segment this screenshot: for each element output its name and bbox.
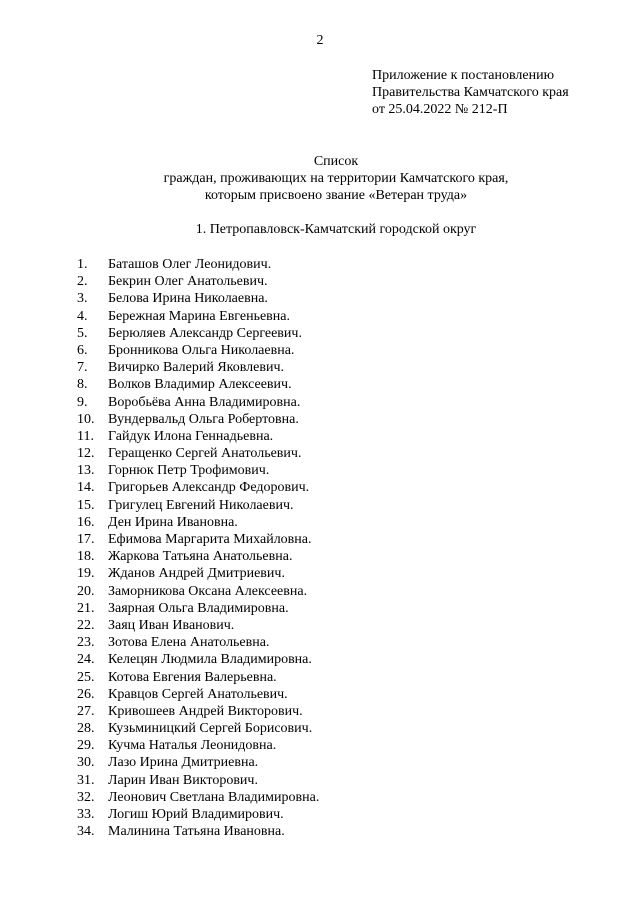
list-item-name: Геращенко Сергей Анатольевич. bbox=[108, 446, 302, 462]
list-item-number: 4. bbox=[77, 308, 88, 324]
list-item-name: Григорьев Александр Федорович. bbox=[108, 480, 310, 496]
list-item-name: Келецян Людмила Владимировна. bbox=[108, 652, 312, 668]
appendix-line-3: от 25.04.2022 № 212-П bbox=[372, 102, 508, 117]
list-item-number: 26. bbox=[77, 686, 95, 702]
list-item-name: Вичирко Валерий Яковлевич. bbox=[108, 360, 285, 376]
list-item-number: 16. bbox=[77, 514, 95, 530]
list-item-number: 19. bbox=[77, 566, 95, 582]
list-item-name: Вундервальд Ольга Робертовна. bbox=[108, 411, 299, 427]
appendix-note bbox=[372, 67, 569, 118]
list-item-name: Белова Ирина Николаевна. bbox=[108, 291, 268, 307]
title-line-2: граждан, проживающих на территории Камчатского края, bbox=[163, 171, 509, 186]
list-item-name: Гайдук Илона Геннадьевна. bbox=[108, 428, 274, 444]
list-item-name: Горнюк Петр Трофимович. bbox=[108, 463, 270, 479]
list-item-name: Леонович Светлана Владимировна. bbox=[108, 789, 320, 805]
list-item-number: 32. bbox=[77, 789, 95, 805]
list-item-number: 18. bbox=[77, 549, 95, 565]
list-item-name: Берюляев Александр Сергеевич. bbox=[108, 325, 302, 341]
list-item-name: Баташов Олег Леонидович. bbox=[108, 257, 272, 272]
list-item-name: Ден Ирина Ивановна. bbox=[108, 514, 238, 530]
list-item-number: 29. bbox=[77, 738, 95, 754]
list-item-number: 31. bbox=[77, 772, 95, 788]
list-item-number: 25. bbox=[77, 669, 95, 685]
list-item-name: Волков Владимир Алексеевич. bbox=[108, 377, 292, 393]
list-item-name: Бережная Марина Евгеньевна. bbox=[108, 308, 290, 324]
list-item-name: Кравцов Сергей Анатольевич. bbox=[108, 686, 288, 702]
page-number: 2 bbox=[316, 33, 324, 48]
list-item-name: Воробьёва Анна Владимировна. bbox=[108, 394, 301, 410]
list-item-number: 3. bbox=[77, 291, 88, 307]
list-item-name: Жаркова Татьяна Анатольевна. bbox=[108, 549, 293, 565]
list-item-number: 24. bbox=[77, 652, 95, 668]
list-item-name: Лазо Ирина Дмитриевна. bbox=[108, 755, 259, 771]
list-item-name: Зотова Елена Анатольевна. bbox=[108, 635, 270, 651]
list-item-number: 21. bbox=[77, 600, 95, 616]
list-item-name: Малинина Татьяна Ивановна. bbox=[108, 824, 285, 840]
list-item-number: 15. bbox=[77, 497, 95, 513]
document-title bbox=[0, 153, 640, 204]
list-item-number: 27. bbox=[77, 703, 95, 719]
list-item-number: 5. bbox=[77, 325, 88, 341]
list-item-name: Котова Евгения Валерьевна. bbox=[108, 669, 277, 685]
list-item-number: 33. bbox=[77, 807, 95, 822]
appendix-line-1: Приложение к постановлению bbox=[372, 68, 555, 83]
list-item-number: 10. bbox=[77, 411, 95, 427]
appendix-line-2: Правительства Камчатского края bbox=[372, 85, 569, 100]
list-item-name: Кривошеев Андрей Викторович. bbox=[108, 703, 303, 719]
list-item-name: Кучма Наталья Леонидовна. bbox=[108, 738, 277, 754]
list-item-number: 28. bbox=[77, 721, 95, 737]
list-item-name: Логиш Юрий Владимирович. bbox=[108, 807, 284, 822]
list-item-name: Жданов Андрей Дмитриевич. bbox=[108, 566, 285, 582]
list-item-name: Ларин Иван Викторович. bbox=[108, 772, 258, 788]
section-title: 1. Петропавловск-Камчатский городской округ bbox=[195, 222, 477, 237]
list-item-name: Григулец Евгений Николаевич. bbox=[108, 497, 294, 513]
list-item-name: Ефимова Маргарита Михайловна. bbox=[108, 532, 312, 547]
list-item-name: Бронникова Ольга Николаевна. bbox=[108, 342, 295, 358]
list-item-number: 9. bbox=[77, 394, 88, 410]
list-item-number: 14. bbox=[77, 480, 95, 496]
title-line-1: Список bbox=[313, 154, 359, 169]
list-item-number: 34. bbox=[77, 824, 95, 840]
title-line-3: которым присвоено звание «Ветеран труда» bbox=[204, 188, 468, 203]
list-item-name: Заяц Иван Иванович. bbox=[108, 617, 235, 633]
list-item-number: 1. bbox=[77, 257, 88, 272]
list-item-number: 13. bbox=[77, 463, 95, 479]
list-item-name: Заморникова Оксана Алексеевна. bbox=[108, 583, 308, 599]
list-item-number: 23. bbox=[77, 635, 95, 651]
list-item-number: 8. bbox=[77, 377, 88, 393]
list-item-number: 6. bbox=[77, 342, 88, 358]
list-item-name: Кузьминицкий Сергей Борисович. bbox=[108, 721, 313, 737]
list-item-name: Бекрин Олег Анатольевич. bbox=[108, 274, 268, 290]
list-item-number: 17. bbox=[77, 532, 95, 547]
list-item-number: 2. bbox=[77, 274, 88, 290]
list-item-number: 7. bbox=[77, 360, 88, 376]
list-item-number: 12. bbox=[77, 446, 95, 462]
list-item-name: Заярная Ольга Владимировна. bbox=[108, 600, 289, 616]
list-item-number: 20. bbox=[77, 583, 95, 599]
list-item-number: 30. bbox=[77, 755, 95, 771]
list-item-number: 22. bbox=[77, 617, 95, 633]
list-item-number: 11. bbox=[77, 428, 94, 444]
